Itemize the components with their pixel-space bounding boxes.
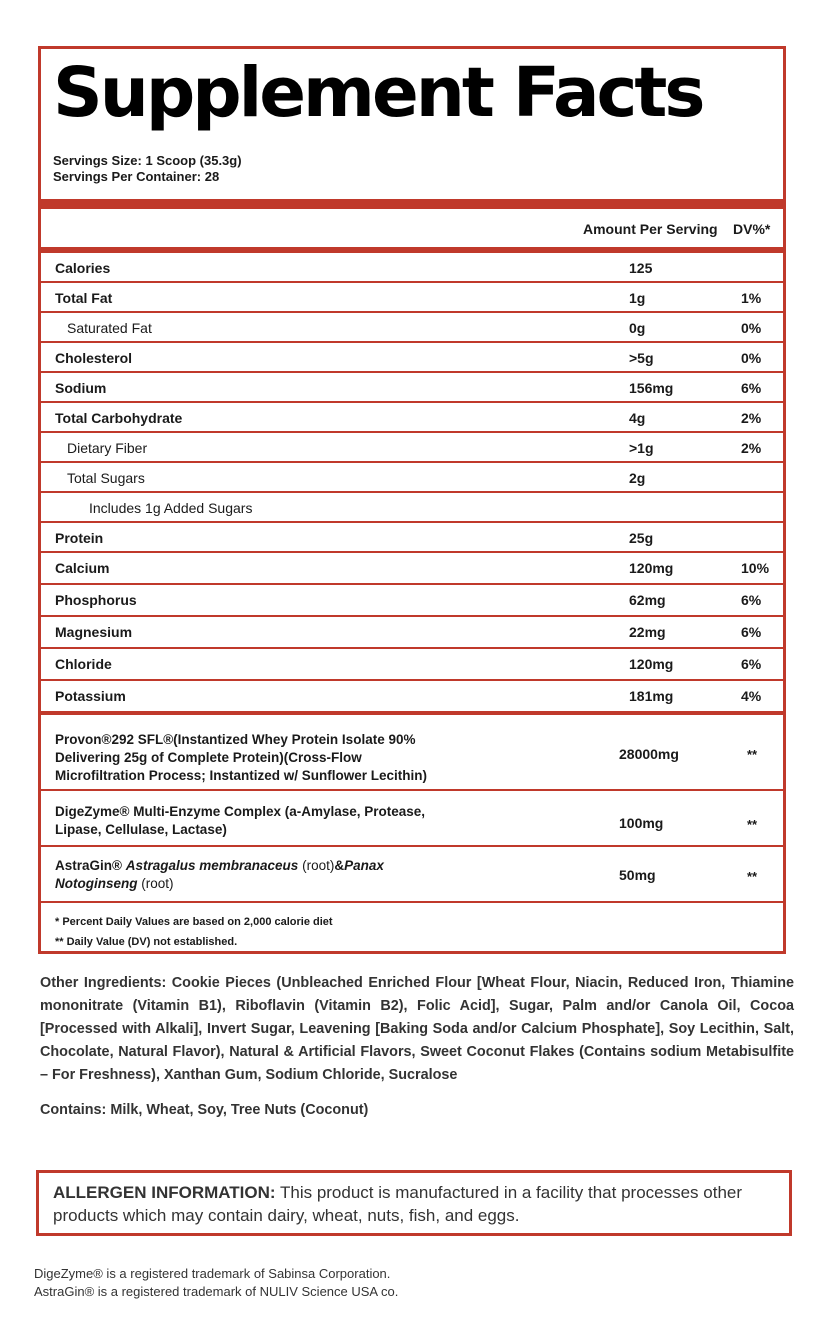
nutrient-label: Magnesium [55,624,133,640]
nutrient-amount: >5g [629,350,654,366]
nutrient-row-total-fat [41,283,783,313]
panel-title: Supplement Facts [53,53,703,133]
nutrient-dv: 4% [741,688,762,704]
nutrient-amount: 156mg [629,380,674,396]
ingredient-amount: 100mg [619,815,664,831]
nutrient-amount: 181mg [629,688,674,704]
nutrient-row-cholesterol [41,343,783,373]
ingredient-dv: ** [747,747,758,762]
nutrient-amount: 25g [629,530,654,546]
nutrient-row-chloride [41,649,783,681]
servings-per-container: Servings Per Container: 28 [53,169,220,184]
supplement-facts-panel [38,46,786,954]
nutrient-amount: 120mg [629,656,674,672]
ingredient-dv: ** [747,817,758,832]
trademark-digezyme: DigeZyme® is a registered trademark of Sabinsa Corporation. [34,1266,391,1281]
nutrient-amount: 4g [629,410,646,426]
ingredient-amount: 28000mg [619,746,679,762]
nutrient-amount: 62mg [629,592,666,608]
allergen-body: This product is manufactured in a facility that processes other products which may contain dairy, wheat, nuts, fish, and eggs. [53,1183,743,1225]
ingredient-dv: ** [747,869,758,884]
nutrient-dv: 0% [741,320,762,336]
nutrient-dv: 10% [741,560,770,576]
nutrient-row-total-sugars [41,463,783,493]
nutrient-row-magnesium [41,617,783,649]
nutrient-label: Phosphorus [55,592,137,608]
nutrient-dv: 6% [741,624,762,640]
nutrient-amount: 125 [629,260,653,276]
nutrient-label: Includes 1g Added Sugars [89,500,253,516]
nutrient-label: Total Carbohydrate [55,410,183,426]
footnote-percent-dv: * Percent Daily Values are based on 2,000 calorie diet [55,916,333,928]
nutrient-row-added-sugars [41,493,783,523]
nutrient-label: Total Fat [55,290,113,306]
nutrient-amount: 2g [629,470,646,486]
nutrient-row-calcium [41,553,783,585]
nutrient-row-calories [41,253,783,283]
nutrient-row-dietary-fiber [41,433,783,463]
other-ingredients: Other Ingredients: Cookie Pieces (Unbleached Enriched Flour [Wheat Flour, Niacin, Reduced Iron, Thiamine mononitrate (Vitamin B1), Riboflavin (Vitamin B2), Folic Acid], Sugar, Palm and/or Canola Oil, Cocoa [Processed with Alkali], Invert Sugar, Leavening [Baking Soda and/or Calcium Phosphate], Soy Lecithin, Salt, Chocolate, Natural Flavor), Natural & Artificial Flavors, Sweet Coconut Flakes (Contains sodium Metabisulfite – For Freshness), Xanthan Gum, Sodium Chloride, Sucralose [40,975,794,1083]
nutrient-label: Chloride [55,656,112,672]
ingredient-description: DigeZyme® Multi-Enzyme Complex (a-Amylase, Protease, Lipase, Cellulase, Lactase) [55,804,426,837]
ingredient-row-digezyme [41,791,783,847]
nutrient-label: Saturated Fat [67,320,152,336]
nutrient-dv: 1% [741,290,762,306]
nutrient-dv: 6% [741,656,762,672]
thick-divider [41,199,783,209]
nutrient-label: Protein [55,530,104,546]
nutrient-dv: 6% [741,592,762,608]
allergen-info-box [36,1170,792,1236]
nutrient-label: Potassium [55,688,126,704]
nutrient-amount: 120mg [629,560,674,576]
nutrient-row-phosphorus [41,585,783,617]
nutrient-amount: >1g [629,440,654,456]
ingredient-row-provon [41,719,783,791]
nutrient-amount: 22mg [629,624,666,640]
amount-column-header: Amount Per Serving [583,221,718,237]
ingredient-description: Provon®292 SFL®(Instantized Whey Protein Isolate 90% Delivering 25g of Complete Protein)(Cross-Flow Microfiltration Process; Instantized w/ Sunflower Lecithin) [55,732,428,783]
nutrient-label: Calcium [55,560,110,576]
ingredient-amount: 50mg [619,867,656,883]
dv-column-header: DV%* [733,221,771,237]
nutrient-row-total-carbohydrate [41,403,783,433]
contains-allergens: Contains: Milk, Wheat, Soy, Tree Nuts (Coconut) [40,1102,369,1118]
nutrient-label: Sodium [55,380,107,396]
nutrient-amount: 0g [629,320,646,336]
nutrient-row-potassium [41,681,783,715]
nutrient-label: Calories [55,260,111,276]
footnote-dv-not-established: ** Daily Value (DV) not established. [55,936,238,948]
serving-size: Servings Size: 1 Scoop (35.3g) [53,153,242,168]
nutrient-dv: 2% [741,440,762,456]
nutrient-label: Dietary Fiber [67,440,148,456]
ingredient-description: AstraGin® Astragalus membranaceus (root)&Panax Notoginseng (root) [55,858,384,891]
nutrient-row-sodium [41,373,783,403]
nutrient-label: Total Sugars [67,470,145,486]
allergen-heading: ALLERGEN INFORMATION: [53,1183,276,1202]
nutrient-dv: 0% [741,350,762,366]
nutrient-row-protein [41,523,783,553]
nutrient-amount: 1g [629,290,646,306]
nutrient-row-saturated-fat [41,313,783,343]
allergen-text [53,1181,773,1227]
nutrient-dv: 2% [741,410,762,426]
ingredient-row-astragin [41,847,783,903]
nutrient-dv: 6% [741,380,762,396]
nutrient-label: Cholesterol [55,350,133,366]
trademark-astragin: AstraGin® is a registered trademark of NULIV Science USA co. [34,1284,399,1299]
